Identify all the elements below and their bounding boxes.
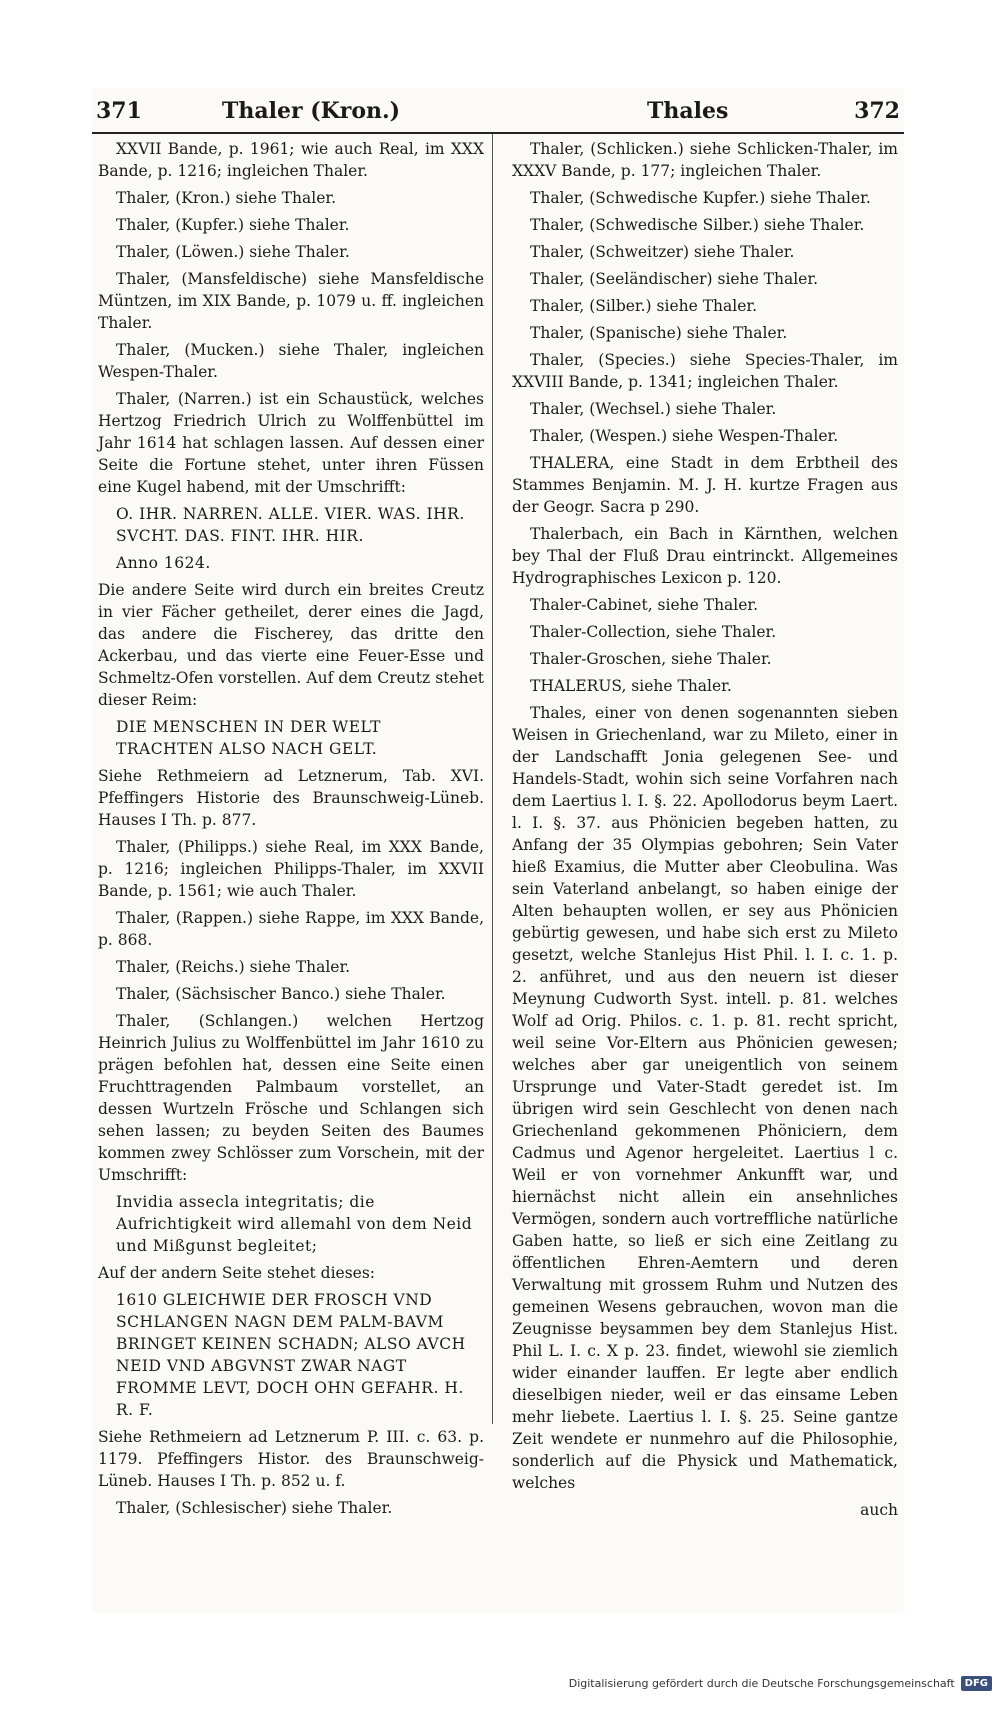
inscription-text: O. IHR. NARREN. ALLE. VIER. WAS. IHR. SVCHT. DAS. FINT. IHR. HIR. <box>116 505 465 545</box>
paragraph: Thaler, (Wespen.) siehe Wespen-Thaler. <box>530 427 839 445</box>
paragraph: Thaler, (Spanische) siehe Thaler. <box>530 324 788 342</box>
paragraph: Thaler-Groschen, siehe Thaler. <box>530 650 772 668</box>
paragraph: Thaler, (Schlesischer) siehe Thaler. <box>116 1499 393 1517</box>
column-divider <box>492 134 493 1424</box>
paragraph: Thales, einer von denen sogenannten sieben Weisen in Griechenland, war zu Mileto, einer in der Landschafft Jonia gelegenen See- und Handels-Stadt, wohin sich seine Vorfahren nach dem Laertius l. I. §. 22. Apollodorus beym Laert. l. I. §. 37. aus Phönicien begeben hatten, zu Anfang der 35 Olympias gebohren; Sein Vater hieß Examius, die Mutter aber Cleobulina. Was sein Vaterland anbelangt, so haben einige der Alten behaupten wollen, er sey aus Phönicien gebürtig gewesen, und habe sich erst zu Mileto gesetzt, welche Stanlejus Hist Phil. l. I. c. 1. p. 2. anführet, und aus den neuern ist dieser Meynung Cudworth Syst. intell. p. 81. welches Wolf ad Orig. Philos. c. 1. p. 81. recht spricht, weil seine Vor-Eltern aus Phönicien gewesen; welches aber gar uneigentlich von seinem Ursprunge und Vater-Stadt geredet ist. Im übrigen wird sein Geschlecht von denen nach Griechenland gekommenen Phöniciern, dem Cadmus und Agenor hergeleitet. Laertius l c. Weil er von vornehmer Ankunfft war, und hiernächst nicht allein ein ansehnliches Vermögen, sondern auch vortreffliche natürliche Gaben hatte, so ließ er sich eine Zeitlang zu öffentlichen Ehren-Aemtern und deren Verwaltung mit grossem Ruhm und Nutzen des gemeinen Wesens gebrauchen, wovon man die Zeugnisse beysammen bey dem Stanlejus Hist. Phil L. I. c. X p. 23. findet, wiewohl sie ziemlich wider einander lauffen. Er legte aber endlich dieselbigen nieder, weil er das einsame Leben mehr liebete. Laertius l. I. §. 25. Seine gantze Zeit wendete er nunmehro auf die Philosophie, sonderlich auf die Physick und Mathematick, welches <box>512 704 898 1492</box>
paragraph: Thaler, (Seeländischer) siehe Thaler. <box>530 270 818 288</box>
book-page <box>92 88 904 1613</box>
inscription-text: DIE MENSCHEN IN DER WELT TRACHTEN ALSO NACH GELT. <box>116 718 381 758</box>
paragraph: Thalerbach, ein Bach in Kärnthen, welchen bey Thal der Fluß Drau eintrinckt. Allgemeines Hydrographisches Lexicon p. 120. <box>512 525 898 587</box>
paragraph: Thaler, (Schweitzer) siehe Thaler. <box>530 243 795 261</box>
footer-credit <box>569 1676 992 1691</box>
paragraph: Thaler-Cabinet, siehe Thaler. <box>530 596 759 614</box>
paragraph: Thaler, (Löwen.) siehe Thaler. <box>116 243 350 261</box>
paragraph: Thaler, (Philipps.) siehe Real, im XXX Bande, p. 1216; ingleichen Philipps-Thaler, im XXVII Bande, p. 1561; wie auch Thaler. <box>98 838 484 900</box>
paragraph: Thaler, (Rappen.) siehe Rappe, im XXX Bande, p. 868. <box>98 909 484 949</box>
paragraph: Thaler, (Kupfer.) siehe Thaler. <box>116 216 350 234</box>
paragraph: Thaler-Collection, siehe Thaler. <box>530 623 777 641</box>
running-header <box>92 88 904 134</box>
paragraph: Siehe Rethmeiern ad Letznerum P. III. c. 63. p. 1179. Pfeffingers Histor. des Braunschweig-Lüneb. Hauses I Th. p. 852 u. f. <box>98 1428 484 1490</box>
paragraph: Thaler, (Wechsel.) siehe Thaler. <box>530 400 777 418</box>
paragraph: Thaler, (Reichs.) siehe Thaler. <box>116 958 351 976</box>
paragraph: Thaler, (Species.) siehe Species-Thaler, im XXVIII Bande, p. 1341; ingleichen Thaler. <box>512 351 898 391</box>
inscription-text: 1610 GLEICHWIE DER FROSCH VND SCHLANGEN NAGN DEM PALM-BAVM BRINGET KEINEN SCHADN; ALSO AVCH NEID VND ABGVNST ZWAR NAGT FROMME LEVT, DOCH OHN GEFAHR. H. R. F. <box>116 1291 466 1419</box>
paragraph: Thaler, (Mansfeldische) siehe Mansfeldische Müntzen, im XIX Bande, p. 1079 u. ff. ingleichen Thaler. <box>98 270 484 332</box>
paragraph: Thaler, (Silber.) siehe Thaler. <box>530 297 758 315</box>
running-title-left: Thaler (Kron.) <box>222 98 401 124</box>
paragraph: Die andere Seite wird durch ein breites Creutz in vier Fächer getheilet, derer eines die Jagd, das andere die Fischerey, das dritte den Ackerbau, und das vierte eine Feuer-Esse und Schmeltz-Ofen vorstellen. Auf dem Creutz stehet dieser Reim: <box>98 581 484 709</box>
running-title-right: Thales <box>647 98 729 124</box>
footer-text: Digitalisierung gefördert durch die Deutsche Forschungsgemeinschaft <box>568 1677 955 1690</box>
paragraph: Thaler, (Kron.) siehe Thaler. <box>116 189 336 207</box>
paragraph: THALERA, eine Stadt in dem Erbtheil des Stammes Benjamin. M. J. H. kurtze Fragen aus der Geogr. Sacra p 290. <box>512 454 898 516</box>
paragraph: Thaler, (Narren.) ist ein Schaustück, welches Hertzog Friedrich Ulrich zu Wolffenbüttel im Jahr 1614 hat schlagen lassen. Auf dessen einer Seite die Fortune stehet, unter ihren Füssen eine Kugel habend, mit der Umschrifft: <box>98 390 484 496</box>
paragraph: Thaler, (Sächsischer Banco.) siehe Thaler. <box>116 985 446 1003</box>
dfg-logo: DFG <box>961 1676 992 1691</box>
paragraph: Thaler, (Schlicken.) siehe Schlicken-Thaler, im XXXV Bande, p. 177; ingleichen Thaler. <box>512 140 898 180</box>
paragraph: XXVII Bande, p. 1961; wie auch Real, im XXX Bande, p. 1216; ingleichen Thaler. <box>98 140 484 180</box>
catchword: auch <box>860 1501 898 1519</box>
paragraph: Siehe Rethmeiern ad Letznerum, Tab. XVI. Pfeffingers Historie des Braunschweig-Lüneb. Hauses I Th. p. 877. <box>98 767 484 829</box>
paragraph: Auf der andern Seite stehet dieses: <box>98 1264 376 1282</box>
paragraph: THALERUS, siehe Thaler. <box>530 677 732 695</box>
paragraph: Thaler, (Schwedische Silber.) siehe Thaler. <box>530 216 865 234</box>
paragraph: Thaler, (Mucken.) siehe Thaler, ingleichen Wespen-Thaler. <box>98 341 484 381</box>
page-number-right: 372 <box>854 98 900 124</box>
inscription-text: Anno 1624. <box>116 554 211 572</box>
inscription-text: Invidia assecla integritatis; die Aufrichtigkeit wird allemahl von dem Neid und Mißgunst begleitet; <box>116 1193 473 1255</box>
paragraph: Thaler, (Schwedische Kupfer.) siehe Thaler. <box>530 189 871 207</box>
page-number-left: 371 <box>96 98 142 124</box>
left-column <box>98 138 484 1524</box>
paragraph: Thaler, (Schlangen.) welchen Hertzog Heinrich Julius zu Wolffenbüttel im Jahr 1610 zu prägen befohlen hat, dessen eine Seite einen Fruchttragenden Palmbaum vorstellet, an dessen Wurtzeln Frösche und Schlangen sich sehen lassen; zu beyden Seiten des Baumes kommen zwey Schlösser zum Vorschein, mit der Umschrifft: <box>98 1012 484 1184</box>
right-column <box>512 138 898 1526</box>
